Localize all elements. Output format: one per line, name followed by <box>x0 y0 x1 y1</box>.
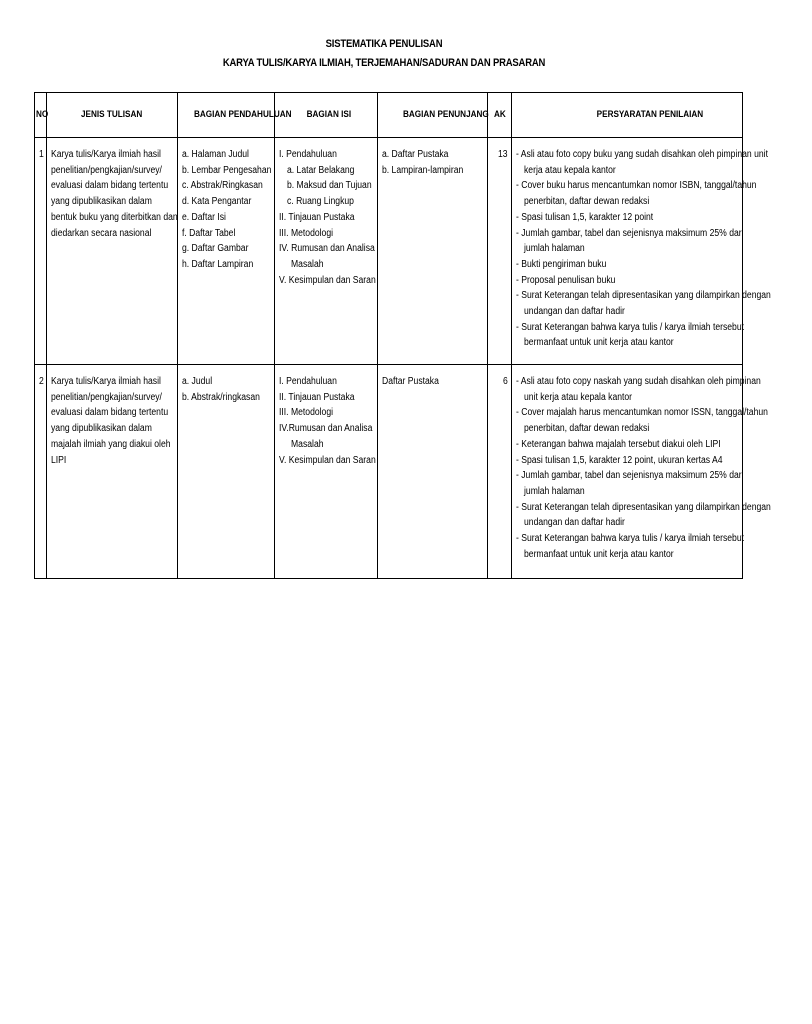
document-title: SISTEMATIKA PENULISAN <box>325 38 443 50</box>
cell-jenis-tulisan-line: Karya tulis/Karya ilmiah hasil <box>51 149 161 160</box>
table-row <box>35 138 743 365</box>
cell-bagian-pendahuluan-line: g. Daftar Gambar <box>182 243 249 255</box>
cell-bagian-penunjang <box>378 138 488 365</box>
cell-bagian-isi-line: I. Pendahuluan <box>279 149 337 160</box>
cell-bagian-pendahuluan-line: h. Daftar Lampiran <box>182 258 254 270</box>
cell-bagian-isi-line: a. Latar Belakang <box>287 164 355 176</box>
cell-jenis-tulisan-line: penelitian/pengkajian/survey/ <box>51 391 162 403</box>
cell-persyaratan-penilaian-line: - Cover majalah harus mencantumkan nomor ISSN, tanggal/tahun <box>516 407 768 419</box>
cell-bagian-penunjang-line: a. Daftar Pustaka <box>382 149 449 160</box>
cell-bagian-isi-line: V. Kesimpulan dan Saran <box>279 454 376 466</box>
cell-bagian-pendahuluan-line: a. Judul <box>182 376 213 387</box>
cell-persyaratan-penilaian <box>512 365 771 579</box>
cell-ak <box>488 365 512 579</box>
cell-persyaratan-penilaian-line: - Spasi tulisan 1,5, karakter 12 point <box>516 211 654 223</box>
table-row <box>35 365 743 579</box>
cell-persyaratan-penilaian-line: - Spasi tulisan 1,5, karakter 12 point, ukuran kertas A4 <box>516 454 723 466</box>
cell-bagian-pendahuluan-line: b. Lembar Pengesahan <box>182 164 272 176</box>
cell-jenis-tulisan-line: yang dipublikasikan dalam <box>51 196 152 208</box>
cell-persyaratan-penilaian-line: undangan dan daftar hadir <box>524 517 625 529</box>
cell-bagian-pendahuluan-line: e. Daftar Isi <box>182 211 226 223</box>
cell-bagian-isi-line: II. Tinjauan Pustaka <box>279 391 355 403</box>
cell-bagian-isi <box>275 138 378 365</box>
cell-no <box>35 365 47 579</box>
cell-no <box>35 138 47 365</box>
cell-bagian-isi-line: IV.Rumusan dan Analisa <box>279 423 373 435</box>
cell-bagian-penunjang-line: Daftar Pustaka <box>382 376 439 387</box>
cell-persyaratan-penilaian-line: - Jumlah gambar, tabel dan sejenisnya maksimum 25% dari <box>516 227 744 239</box>
cell-persyaratan-penilaian-line: penerbitan, daftar dewan redaksi <box>524 196 650 208</box>
cell-bagian-pendahuluan-line: d. Kata Pengantar <box>182 196 252 208</box>
cell-persyaratan-penilaian-line: - Surat Keterangan telah dipresentasikan yang dilampirkan dengan <box>516 290 771 302</box>
cell-persyaratan-penilaian-line: undangan dan daftar hadir <box>524 306 625 318</box>
cell-persyaratan-penilaian-line: - Keterangan bahwa majalah tersebut diakui oleh LIPI <box>516 438 721 450</box>
document-subtitle: KARYA TULIS/KARYA ILMIAH, TERJEMAHAN/SADURAN DAN PRASARAN <box>222 57 546 69</box>
cell-jenis-tulisan-line: diedarkan secara nasional <box>51 227 152 239</box>
cell-bagian-isi-line: II. Tinjauan Pustaka <box>279 211 355 223</box>
cell-jenis-tulisan-line: evaluasi dalam bidang tertentu <box>51 180 169 192</box>
cell-bagian-pendahuluan-line: a. Halaman Judul <box>182 149 249 160</box>
cell-jenis-tulisan-line: majalah ilmiah yang diakui oleh <box>51 438 171 450</box>
cell-bagian-pendahuluan-line: f. Daftar Tabel <box>182 227 236 239</box>
cell-no-value: 1 <box>39 149 44 160</box>
cell-bagian-isi-line: IV. Rumusan dan Analisa <box>279 243 375 255</box>
header-no: NO <box>35 93 47 138</box>
cell-persyaratan-penilaian-line: jumlah halaman <box>524 485 585 497</box>
cell-bagian-isi <box>275 365 378 579</box>
cell-persyaratan-penilaian-line: bermanfaat untuk unit kerja atau kantor <box>524 337 674 349</box>
cell-jenis-tulisan <box>47 138 178 365</box>
cell-persyaratan-penilaian-line: penerbitan, daftar dewan redaksi <box>524 423 650 435</box>
cell-persyaratan-penilaian-line: - Bukti pengiriman buku <box>516 258 607 270</box>
cell-jenis-tulisan <box>47 365 178 579</box>
header-bagian-isi: BAGIAN ISI <box>275 93 378 138</box>
cell-jenis-tulisan-line: Karya tulis/Karya ilmiah hasil <box>51 376 161 387</box>
cell-bagian-isi-line: b. Maksud dan Tujuan <box>287 180 372 192</box>
header-jenis-tulisan: JENIS TULISAN <box>47 93 178 138</box>
cell-persyaratan-penilaian-line: - Proposal penulisan buku <box>516 274 616 286</box>
cell-persyaratan-penilaian-line: - Asli atau foto copy naskah yang sudah disahkan oleh pimpinan <box>516 376 761 387</box>
cell-bagian-isi-line: V. Kesimpulan dan Saran <box>279 274 376 286</box>
header-persyaratan-penilaian: PERSYARATAN PENILAIAN <box>512 93 743 138</box>
cell-bagian-pendahuluan <box>178 365 275 579</box>
cell-persyaratan-penilaian-line: kerja atau kepala kantor <box>524 164 616 176</box>
header-bagian-pendahuluan: BAGIAN PENDAHULUAN <box>178 93 275 138</box>
cell-bagian-pendahuluan-line: b. Abstrak/ringkasan <box>182 391 260 403</box>
cell-persyaratan-penilaian-line: - Surat Keterangan bahwa karya tulis / karya ilmiah tersebut <box>516 321 745 333</box>
cell-bagian-isi-line: c. Ruang Lingkup <box>287 196 354 208</box>
cell-persyaratan-penilaian-line: - Asli atau foto copy buku yang sudah disahkan oleh pimpinan unit <box>516 149 768 160</box>
header-ak: AK <box>488 93 512 138</box>
cell-persyaratan-penilaian <box>512 138 771 365</box>
cell-bagian-isi-line: I. Pendahuluan <box>279 376 337 387</box>
cell-ak-value: 13 <box>497 149 508 160</box>
cell-persyaratan-penilaian-line: - Surat Keterangan bahwa karya tulis / karya ilmiah tersebut <box>516 533 745 545</box>
cell-bagian-isi-line: Masalah <box>291 258 324 270</box>
cell-bagian-isi-line: Masalah <box>291 438 324 450</box>
cell-ak-value: 6 <box>503 376 509 387</box>
cell-jenis-tulisan-line: penelitian/pengkajian/survey/ <box>51 164 162 176</box>
cell-jenis-tulisan-line: bentuk buku yang diterbitkan dan <box>51 211 178 223</box>
header-bagian-penunjang: BAGIAN PENUNJANG <box>378 93 488 138</box>
cell-persyaratan-penilaian-line: jumlah halaman <box>524 243 585 255</box>
requirements-table <box>34 92 771 579</box>
cell-bagian-penunjang-line: b. Lampiran-lampiran <box>382 164 464 176</box>
cell-jenis-tulisan-line: yang dipublikasikan dalam <box>51 423 152 435</box>
cell-jenis-tulisan-line: LIPI <box>51 454 67 466</box>
cell-persyaratan-penilaian-line: bermanfaat untuk unit kerja atau kantor <box>524 548 674 560</box>
cell-bagian-isi-line: III. Metodologi <box>279 227 334 239</box>
cell-ak <box>488 138 512 365</box>
cell-jenis-tulisan-line: evaluasi dalam bidang tertentu <box>51 407 169 419</box>
cell-persyaratan-penilaian-line: - Jumlah gambar, tabel dan sejenisnya maksimum 25% dari <box>516 470 744 482</box>
cell-persyaratan-penilaian-line: - Surat Keterangan telah dipresentasikan yang dilampirkan dengan <box>516 501 771 513</box>
cell-persyaratan-penilaian-line: unit kerja atau kepala kantor <box>524 391 633 403</box>
cell-persyaratan-penilaian-line: - Cover buku harus mencantumkan nomor ISBN, tanggal/tahun <box>516 180 757 192</box>
cell-bagian-isi-line: III. Metodologi <box>279 407 334 419</box>
cell-bagian-pendahuluan-line: c. Abstrak/Ringkasan <box>182 180 263 192</box>
cell-bagian-penunjang <box>378 365 488 579</box>
cell-no-value: 2 <box>39 376 44 387</box>
header-row <box>35 93 743 138</box>
cell-bagian-pendahuluan <box>178 138 275 365</box>
